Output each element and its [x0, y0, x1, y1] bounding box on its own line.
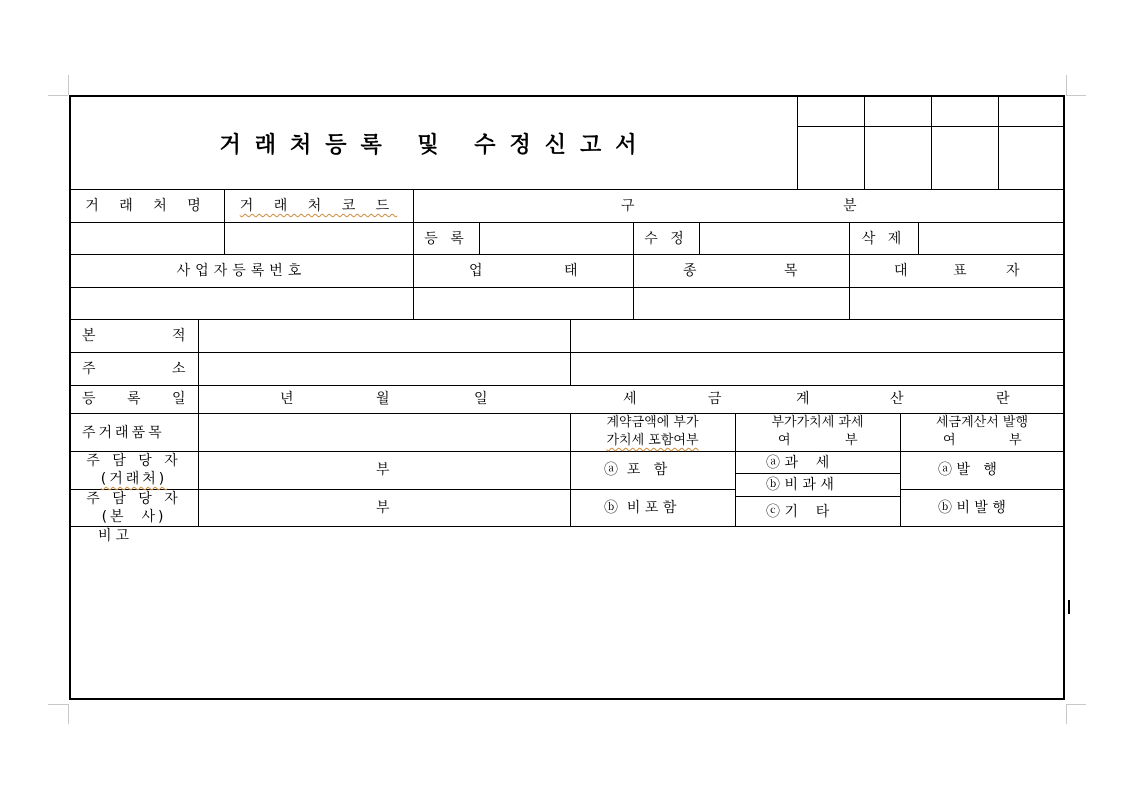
contact-partner-value[interactable]: 부 — [376, 462, 390, 478]
crop-mark — [1066, 704, 1086, 705]
register-field[interactable] — [480, 223, 633, 254]
day-label: 일 — [474, 391, 488, 407]
vat-taxable-label-2b: 부 — [845, 433, 858, 448]
vat-included-label-1: 계약금액에 부가 — [606, 415, 699, 430]
modify-field[interactable] — [700, 223, 849, 254]
rule — [931, 96, 932, 190]
contact-hq-label-2: (본 사) — [101, 509, 167, 525]
contact-partner-text: (거래처) — [100, 471, 168, 487]
origin-label-a: 본 — [82, 328, 96, 344]
rule — [70, 385, 1064, 386]
contact-partner-label-1: 주 담 당 자 — [86, 453, 182, 469]
origin-label-b: 적 — [172, 328, 186, 344]
crop-mark — [1066, 704, 1067, 724]
page-title: 거래처등록 및 수정신고서 — [219, 132, 651, 158]
address-field[interactable] — [199, 353, 1064, 385]
partner-code-label — [224, 198, 413, 214]
tax-header-a: 세 — [623, 391, 637, 407]
crop-mark — [48, 704, 68, 705]
crop-mark — [68, 704, 69, 724]
representative-label-b: 표 — [953, 263, 967, 279]
crop-mark — [68, 75, 69, 95]
option-nontaxable[interactable]: ⓑ 비 과 새 — [766, 477, 834, 493]
option-no-issue[interactable]: ⓑ 비 발 행 — [938, 500, 1006, 516]
category-label-b: 분 — [843, 198, 857, 214]
option-vat-exclude[interactable]: ⓑ 비 포 함 — [604, 500, 677, 516]
partner-name-label: 거 래 처 명 — [85, 198, 209, 214]
main-item-field[interactable] — [199, 414, 570, 451]
register-label: 등 록 — [424, 231, 468, 247]
tax-header-d: 산 — [890, 391, 904, 407]
business-type-label-a: 업 — [469, 263, 483, 279]
rule — [864, 96, 865, 190]
address-label-b: 소 — [172, 361, 186, 377]
vat-taxable-label-1: 부가가치세 과세 — [771, 415, 864, 430]
rule — [70, 254, 1064, 255]
partner-name-field[interactable] — [70, 223, 224, 254]
tax-header-e: 란 — [996, 391, 1010, 407]
crop-mark — [1066, 95, 1086, 96]
tax-header-b: 금 — [708, 391, 722, 407]
category-label-a: 구 — [621, 198, 635, 214]
regdate-label-b: 록 — [127, 391, 141, 407]
option-taxable[interactable]: ⓐ 과 세 — [766, 455, 830, 471]
business-number-label: 사업자등록번호 — [176, 263, 307, 279]
tax-header-c: 계 — [796, 391, 810, 407]
main-item-label: 주거래품목 — [82, 425, 165, 441]
contact-hq-label-1: 주 담 당 자 — [86, 491, 182, 507]
partner-code-field[interactable] — [225, 223, 413, 254]
partner-code-text: 거 래 처 코 드 — [239, 198, 398, 214]
invoice-issue-label-2a: 여 — [943, 433, 956, 448]
business-type-field[interactable] — [414, 288, 633, 319]
vat-included-text: 가치세 포함여부 — [606, 433, 699, 448]
rule — [70, 489, 736, 490]
regdate-label-c: 일 — [172, 391, 186, 407]
business-item-field[interactable] — [634, 288, 849, 319]
business-type-label-b: 태 — [564, 263, 578, 279]
contact-partner-label-2 — [70, 471, 198, 487]
text-cursor — [1068, 600, 1070, 614]
remarks-field[interactable] — [71, 546, 1064, 698]
delete-label: 삭 제 — [861, 231, 906, 247]
business-item-label-b: 목 — [784, 263, 798, 279]
representative-label-a: 대 — [894, 263, 908, 279]
rule — [70, 526, 1064, 527]
option-issue[interactable]: ⓐ 발 행 — [938, 462, 997, 478]
invoice-issue-label-1: 세금계산서 발행 — [935, 415, 1029, 430]
rule — [735, 473, 901, 474]
year-label: 년 — [280, 391, 294, 407]
rule — [998, 96, 999, 190]
representative-label-c: 자 — [1006, 263, 1020, 279]
business-number-field[interactable] — [70, 288, 413, 319]
rule — [900, 489, 1064, 490]
crop-mark — [1066, 75, 1067, 95]
modify-label: 수 정 — [644, 231, 688, 247]
invoice-issue-label-2b: 부 — [1009, 433, 1022, 448]
crop-mark — [48, 95, 68, 96]
representative-field[interactable] — [850, 288, 1064, 319]
origin-field[interactable] — [199, 320, 1064, 352]
delete-field[interactable] — [919, 223, 1064, 254]
contact-hq-value[interactable]: 부 — [376, 500, 390, 516]
remarks-label: 비고 — [98, 528, 134, 544]
address-label-a: 주 — [82, 361, 96, 377]
rule — [735, 496, 901, 497]
option-vat-include[interactable]: ⓐ 포 함 — [604, 462, 668, 478]
vat-included-label-2 — [570, 433, 735, 449]
regdate-label-a: 등 — [82, 391, 96, 407]
business-item-label-a: 종 — [683, 263, 697, 279]
option-other[interactable]: ⓒ 기 타 — [766, 504, 830, 520]
rule — [70, 451, 1064, 452]
rule — [70, 189, 1064, 190]
month-label: 월 — [376, 391, 390, 407]
rule — [797, 96, 798, 190]
vat-taxable-label-2a: 여 — [778, 433, 791, 448]
